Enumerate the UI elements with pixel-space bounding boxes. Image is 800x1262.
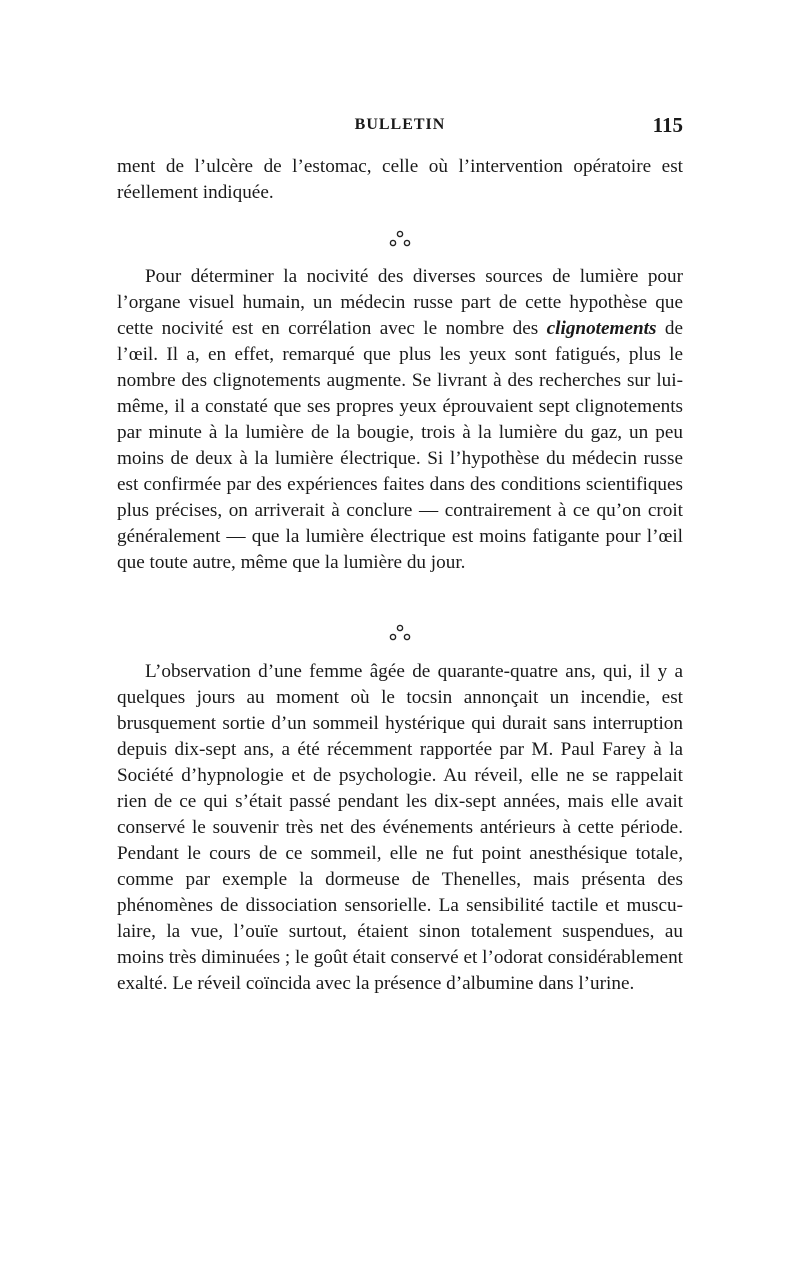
page-header — [117, 113, 683, 142]
paragraph-light-nocivity — [117, 264, 683, 576]
page-number: 115 — [652, 113, 683, 137]
paragraph-hysteric-sleep — [117, 659, 683, 997]
asterism-icon — [385, 622, 415, 644]
paragraph-text — [117, 264, 683, 576]
section-separator-asterism — [117, 622, 683, 646]
text-run-before: Pour déterminer la nocivité des diverses sources de lumière pour l’organe visuel humain, un médecin russe part de cette hypothèse que cette nocivité est en corrélation avec le nombre des — [117, 266, 683, 339]
paragraph-text: ment de l’ulcère de l’estomac, celle où l’intervention opératoire est réellement indiquée. — [117, 156, 683, 203]
paragraph-continuation — [117, 154, 683, 206]
paragraph-text: L’observation d’une femme âgée de quarante-quatre ans, qui, il y a quelques jours au moment où le tocsin annonçait un incendie, est brusquement sortie d’un sommeil hystérique qui durait sans interruption depuis dix-sept ans, a été récemment rapportée par M. Paul Farey à la Société d’hypnologie et de psychologie. Au réveil, elle ne se rappelait rien de ce qui s’était passé pendant les dix-sept années, mais elle avait conservé le souvenir très net des événements antérieurs à cette période. Pendant le cours de ce sommeil, elle ne fut point anesthésique totale, comme par exemple la dormeuse de Thenelles, mais présenta des phénomènes de dissociation sensorielle. La sensibilité tactile et musculaire, la vue, l’ouïe surtout, étaient sinon totalement suspendues, au moins très diminuées ; le goût était conservé et l’odorat considérablement exalté. Le réveil coïncida avec la présence d’albumine dans l’urine. — [117, 661, 683, 994]
emphasized-term: clignotements — [546, 318, 657, 339]
section-separator-asterism — [117, 228, 683, 252]
text-run-after: de l’œil. Il a, en effet, remarqué que plus les yeux sont fatigués, plus le nombre des clignotements augmente. Se livrant à des recherches sur lui-même, il a constaté que ses propres yeux éprouvaient sept clignotements par minute à la lumière de la bougie, trois à la lumière du gaz, un peu moins de deux à la lumière électrique. Si l’hypothèse du médecin russe est confirmée par des expériences faites dans des conditions scientifiques plus précises, on arriverait à conclure — contrairement à ce qu’on croit généralement — que la lumière électrique est moins fatigante pour l’œil que toute autre, même que la lumière du jour. — [117, 318, 683, 573]
running-title: BULLETIN — [354, 116, 446, 133]
asterism-icon — [385, 228, 415, 250]
